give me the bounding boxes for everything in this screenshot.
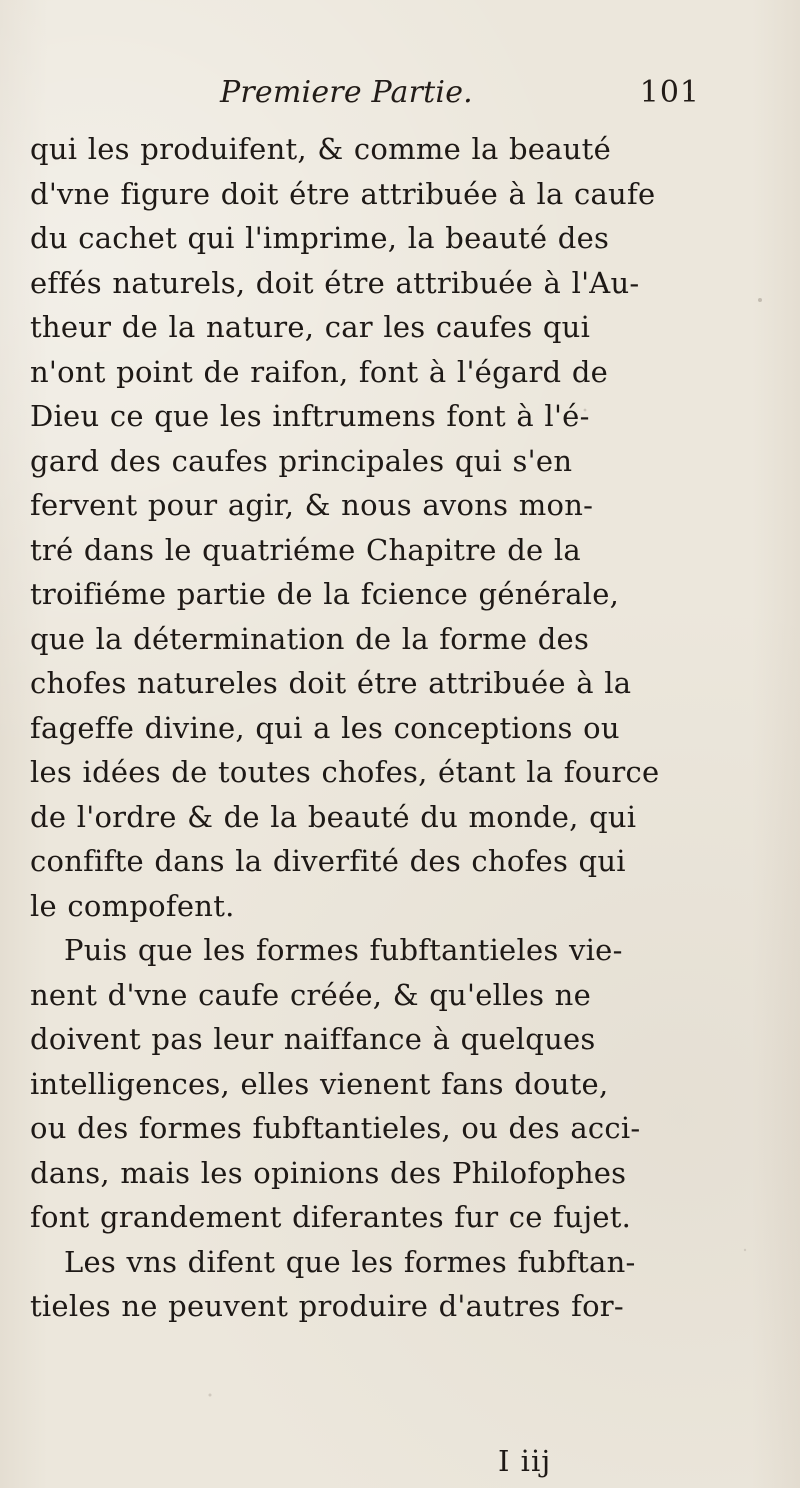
- text-line: troifiéme partie de la fcience générale,: [30, 577, 620, 611]
- text-line: chofes natureles doit étre attribuée à la: [30, 666, 632, 700]
- text-line: doivent pas leur naiffance à quelques: [30, 1022, 596, 1056]
- text-line: les idées de toutes chofes, étant la fource: [30, 755, 660, 789]
- paragraph-start-line: Puis que les formes fubftantieles vie-: [64, 933, 623, 967]
- text-line: confifte dans la diverfité des chofes qui: [30, 844, 626, 878]
- text-line: qui les produifent, & comme la beauté: [30, 132, 611, 166]
- page-number: 101: [639, 75, 700, 110]
- text-line: de l'ordre & de la beauté du monde, qui: [30, 799, 637, 834]
- text-line: effés naturels, doit étre attribuée à l'Au-: [30, 265, 640, 300]
- text-line: font grandement diferantes fur ce fujet.: [30, 1200, 632, 1234]
- text-line: tieles ne peuvent produire d'autres for-: [30, 1289, 624, 1323]
- text-line: le compofent.: [30, 888, 235, 923]
- text-line: que la détermination de la forme des: [30, 621, 590, 656]
- text-line: n'ont point de raifon, font à l'égard de: [30, 354, 609, 389]
- page-header: [220, 72, 700, 114]
- text-line: ou des formes fubftantieles, ou des acci-: [30, 1111, 641, 1145]
- text-line: Dieu ce que les inftrumens font à l'é-: [30, 399, 590, 433]
- text-line: nent d'vne caufe créée, & qu'elles ne: [30, 977, 592, 1012]
- text-line: fervent pour agir, & nous avons mon-: [30, 488, 594, 522]
- text-line: theur de la nature, car les caufes qui: [30, 310, 591, 344]
- text-line: dans, mais les opinions des Philofophes: [30, 1155, 627, 1190]
- signature-mark: I iij: [498, 1444, 552, 1478]
- text-line: du cachet qui l'imprime, la beauté des: [30, 221, 610, 255]
- text-line: tré dans le quatriéme Chapitre de la: [30, 532, 581, 567]
- running-title: Premiere Partie.: [220, 75, 473, 110]
- text-line: d'vne figure doit étre attribuée à la caufe: [30, 176, 656, 211]
- paragraph-start-line: Les vns difent que les formes fubftan-: [64, 1244, 636, 1279]
- text-line: fageffe divine, qui a les conceptions ou: [30, 710, 620, 745]
- text-line: gard des caufes principales qui s'en: [30, 443, 573, 478]
- text-line: intelligences, elles vienent fans doute,: [30, 1066, 609, 1101]
- body-text: [30, 127, 690, 1329]
